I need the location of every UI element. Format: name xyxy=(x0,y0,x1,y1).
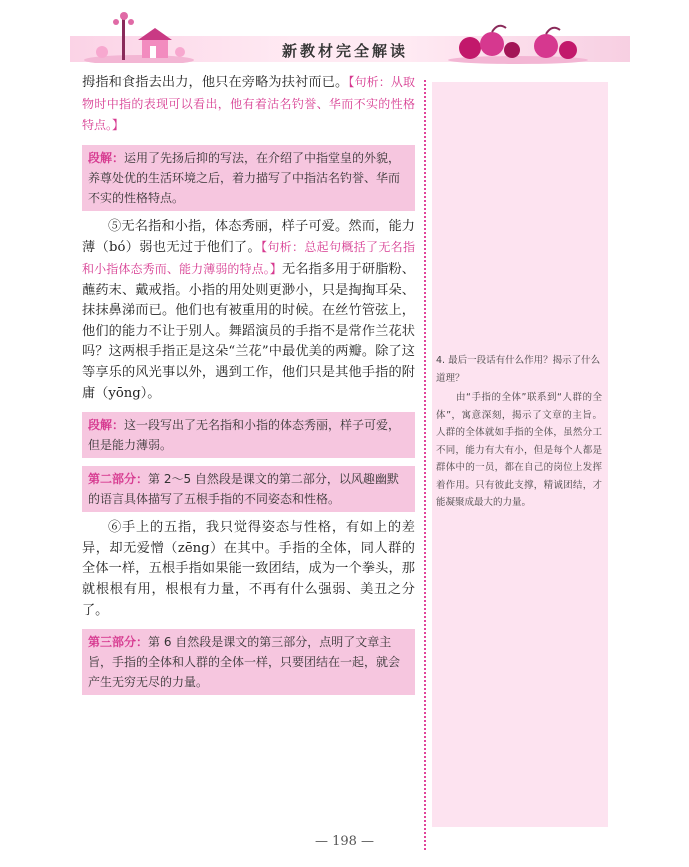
paragraph-summary-box xyxy=(82,412,415,458)
box-label: 段解： xyxy=(88,418,125,433)
box-text: 这一段写出了无名指和小指的体态秀丽，样子可爱，但是能力薄弱。 xyxy=(88,418,401,453)
paragraph-5 xyxy=(82,217,415,404)
box-text: 第 2～5 自然段是课文的第二部分，以风趣幽默的语言具体描写了五根手指的不同姿态和性格。 xyxy=(88,472,399,507)
paragraph-text: ⑤无名指和小指，体态秀丽，样子可爱。然而，能力薄（bó）弱也无过于他们了。 xyxy=(82,218,415,256)
page-number: — 198 — xyxy=(314,834,375,849)
part-summary-box xyxy=(82,629,415,695)
paragraph-text: 无名指多用于研脂粉、蘸药末、戴戒指。小指的用处则更渺小，只是掏掏耳朵、抹抹鼻涕而已。他们也有被重用的时候。在丝竹管弦上，他们的能力不让于别人。舞蹈演员的手指不是常作兰花状吗？这两根手指正是这朵“兰花”中最优美的两瓣。除了这等享乐的风光事以外，遇到工作，他们只是其他手指的附庸（yōng）。 xyxy=(82,261,415,401)
paragraph-6 xyxy=(82,518,415,621)
box-text: 运用了先扬后抑的写法，在介绍了中指堂皇的外貌，养尊处优的生活环境之后，着力描写了中指沽名钓誉、华而不实的性格特点。 xyxy=(88,150,401,205)
sentence-analysis: 【句析：总起句概括了无名指和小指体态秀而、能力薄弱的特点。】 xyxy=(82,240,415,276)
sentence-analysis: 【句析：从取物时中指的表现可以看出，他有着沽名钓誉、华而不实的性格特点。】 xyxy=(82,75,415,133)
paragraph-text: 拇指和食指去出力，他只在旁略为扶衬而已。 xyxy=(82,75,349,90)
question-note xyxy=(432,82,608,512)
note-question: 4. 最后一段话有什么作用？揭示了什么道理？ xyxy=(436,355,601,384)
fruit-decoration xyxy=(448,22,588,64)
box-label: 第二部分： xyxy=(88,472,149,487)
sidebar-notes xyxy=(432,82,608,827)
house-tree-decoration xyxy=(84,8,194,63)
paragraph-text: ⑥手上的五指，我只觉得姿态与性格，有如上的差异，却无爱憎（zēng）在其中。手指的全体，同人群的全体一样，五根手指如果能一致团结，成为一个拳头，那就根根有用，根根有力量，不再有什么强弱、美丑之分了。 xyxy=(82,520,415,618)
part-summary-box xyxy=(82,466,415,512)
column-divider xyxy=(424,80,426,850)
main-text-column xyxy=(82,72,415,701)
box-text: 第 6 自然段是课文的第三部分，点明了文章主旨，手指的全体和人群的全体一样，只要团结在一起，就会产生无穷无尽的力量。 xyxy=(88,635,401,690)
box-label: 段解： xyxy=(88,150,125,165)
box-label: 第三部分： xyxy=(88,635,149,650)
header-title: 新教材完全解读 xyxy=(281,42,408,60)
paragraph-4-end xyxy=(82,72,415,137)
note-answer: 由“手指的全体”联系到“人群的全体”，寓意深刻，揭示了文章的主旨。人群的全体就如手指的全体，虽然分工不同，能力有大有小，但是每个人都是群体中的一员，都在自己的岗位上发挥着作用。只有彼此支撑，精诚团结，才能凝聚成最大的力量。 xyxy=(436,392,602,508)
paragraph-summary-box xyxy=(82,145,415,211)
page-header xyxy=(0,0,689,70)
